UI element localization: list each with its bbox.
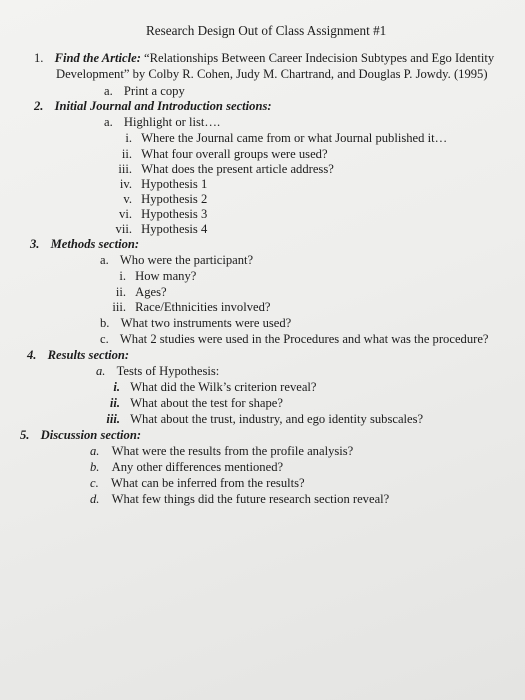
item-text: What did the Wilk’s criterion reveal? xyxy=(130,380,317,394)
section-5-number: 5. xyxy=(20,428,30,442)
item-text: Hypothesis 2 xyxy=(141,192,208,206)
item-text: How many? xyxy=(135,269,197,283)
sub-item xyxy=(106,284,167,300)
item-text: Ages? xyxy=(135,285,167,299)
sub-item xyxy=(112,130,447,146)
section-1-item-a xyxy=(104,83,185,99)
sub-item xyxy=(96,395,283,411)
sub-item xyxy=(112,176,207,192)
section-3-number: 3. xyxy=(30,237,40,251)
section-2-label: Initial Journal and Introduction sections: xyxy=(54,99,272,113)
item-marker: iii. xyxy=(106,412,120,426)
section-3-item-c xyxy=(100,331,489,347)
sub-item xyxy=(96,379,317,395)
item-text: What two instruments were used? xyxy=(120,316,292,330)
item-text: Race/Ethnicities involved? xyxy=(135,300,271,314)
section-2-item-a xyxy=(104,114,220,130)
item-text: Who were the participant? xyxy=(119,253,254,267)
item-marker: ii. xyxy=(115,285,126,299)
section-1-citation-line-1: “Relationships Between Career Indecision Subtypes and Ego Identity xyxy=(140,51,495,65)
item-marker: i. xyxy=(125,131,132,145)
item-marker: a. xyxy=(100,253,109,267)
item-text: What about the trust, industry, and ego identity subscales? xyxy=(130,412,424,426)
item-marker: ii. xyxy=(121,147,132,161)
section-4-label: Results section: xyxy=(47,348,130,362)
sub-item xyxy=(106,268,196,284)
section-1-citation-line-2: Development” by Colby R. Cohen, Judy M. Chartrand, and Douglas P. Jowdy. (1995) xyxy=(56,67,488,81)
item-marker: ii. xyxy=(109,396,120,410)
section-4-heading xyxy=(27,347,129,363)
item-marker: b. xyxy=(90,460,100,474)
item-marker: a. xyxy=(104,115,113,129)
section-1-heading xyxy=(34,50,494,66)
item-text: What were the results from the profile analysis? xyxy=(111,444,354,458)
section-5-item xyxy=(90,459,283,475)
item-marker: c. xyxy=(100,332,109,346)
item-marker: b. xyxy=(100,316,110,330)
item-marker: vii. xyxy=(115,222,132,236)
item-text: Tests of Hypothesis: xyxy=(116,364,220,378)
section-4-number: 4. xyxy=(27,348,37,362)
section-1-label: Find the Article: xyxy=(54,51,141,65)
item-marker: a. xyxy=(90,444,100,458)
section-3-item-b xyxy=(100,315,291,331)
item-text: Any other differences mentioned? xyxy=(111,460,284,474)
item-marker: a. xyxy=(104,84,113,98)
section-5-item xyxy=(90,443,353,459)
sub-item xyxy=(106,299,271,315)
item-marker: iii. xyxy=(112,300,126,314)
section-1-number: 1. xyxy=(34,51,44,65)
item-marker: vi. xyxy=(119,207,132,221)
item-marker: iii. xyxy=(118,162,132,176)
sub-item xyxy=(112,161,334,177)
sub-item xyxy=(112,221,207,237)
item-text: What does the present article address? xyxy=(141,162,334,176)
section-5-heading xyxy=(20,427,141,443)
item-text: Hypothesis 1 xyxy=(141,177,208,191)
item-text: What 2 studies were used in the Procedures and what was the procedure? xyxy=(119,332,489,346)
item-text: Print a copy xyxy=(123,84,185,98)
item-text: Highlight or list…. xyxy=(123,115,221,129)
sub-item xyxy=(112,191,207,207)
section-3-label: Methods section: xyxy=(50,237,140,251)
item-marker: d. xyxy=(90,492,100,506)
section-5-item xyxy=(90,475,305,491)
sub-item xyxy=(112,146,328,162)
section-2-number: 2. xyxy=(34,99,44,113)
section-3-heading xyxy=(30,236,139,252)
section-3-item-a xyxy=(100,252,253,268)
item-marker: i. xyxy=(113,380,120,394)
item-marker: a. xyxy=(96,364,106,378)
sub-item xyxy=(112,206,207,222)
section-5-label: Discussion section: xyxy=(40,428,142,442)
item-marker: iv. xyxy=(119,177,132,191)
item-text: What four overall groups were used? xyxy=(141,147,328,161)
item-text: Where the Journal came from or what Journal published it… xyxy=(141,131,448,145)
section-2-heading xyxy=(34,98,272,114)
sub-item xyxy=(96,411,423,427)
item-text: Hypothesis 4 xyxy=(141,222,208,236)
item-text: What can be inferred from the results? xyxy=(110,476,305,490)
page-title: Research Design Out of Class Assignment #1 xyxy=(146,23,387,38)
item-marker: c. xyxy=(90,476,99,490)
item-text: What about the test for shape? xyxy=(130,396,283,410)
item-marker: i. xyxy=(119,269,126,283)
item-text: Hypothesis 3 xyxy=(141,207,208,221)
section-4-item-a xyxy=(96,363,219,379)
item-marker: v. xyxy=(123,192,132,206)
item-text: What few things did the future research section reveal? xyxy=(111,492,390,506)
section-5-item xyxy=(90,491,389,507)
